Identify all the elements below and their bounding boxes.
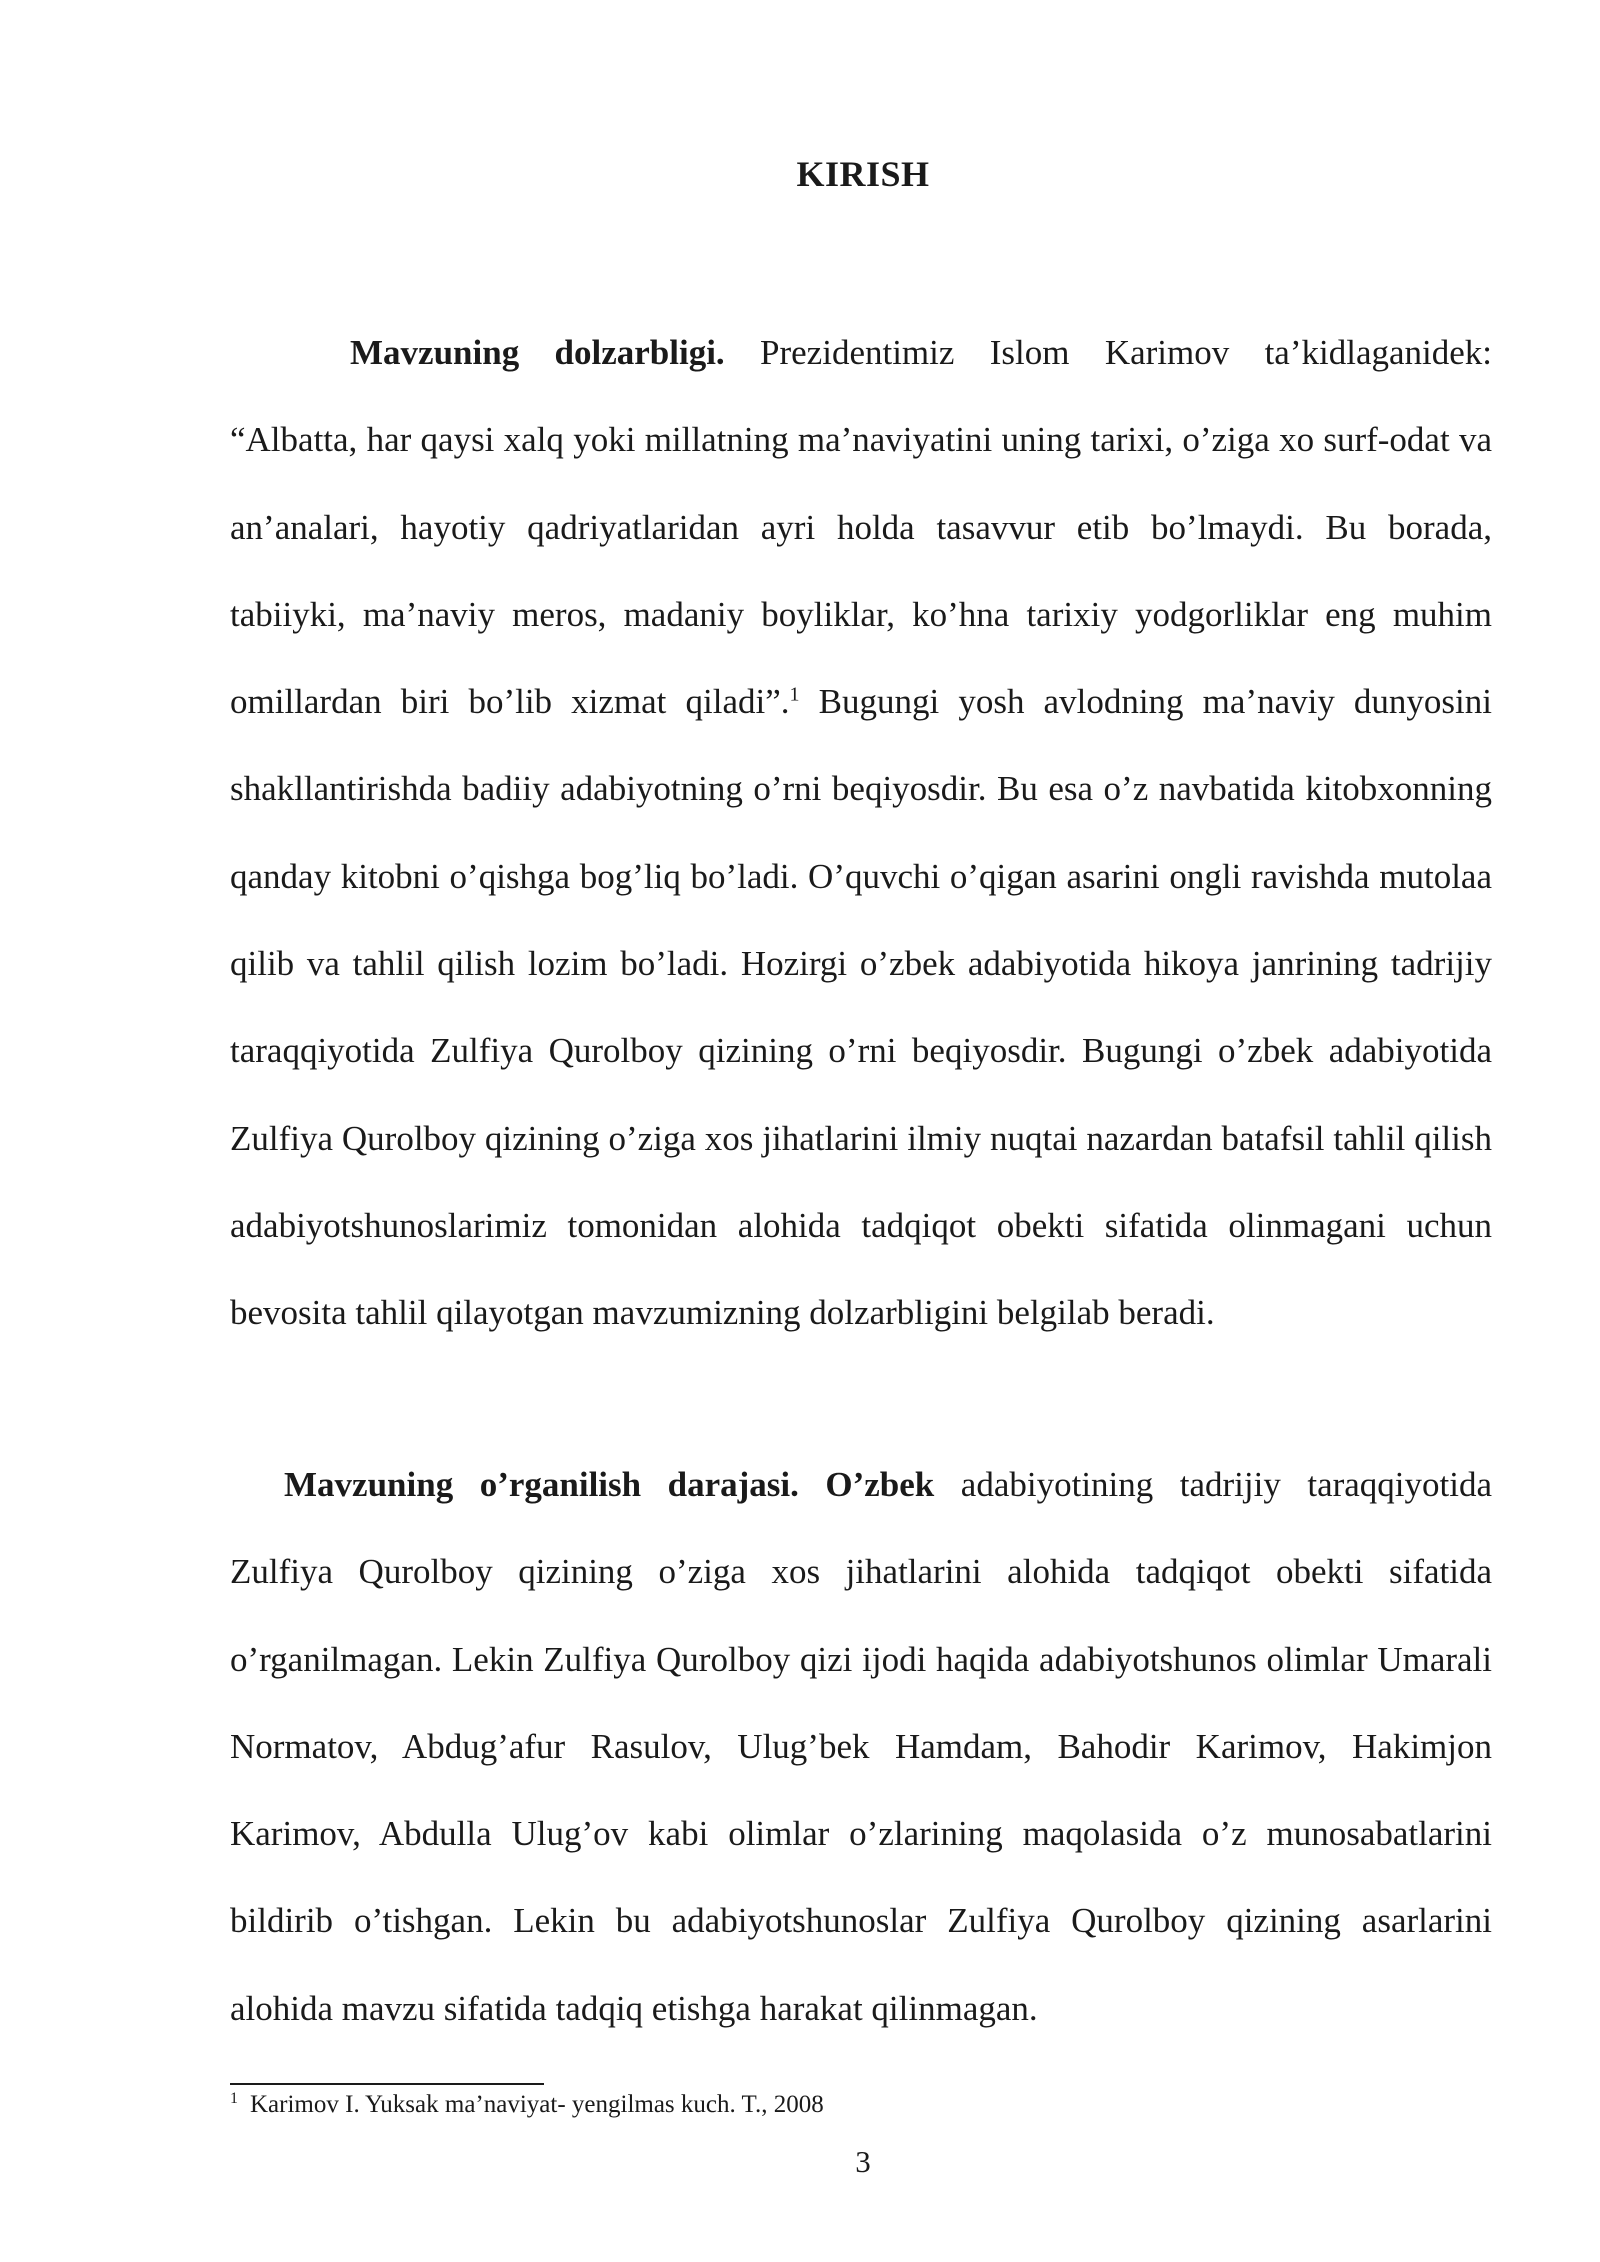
paragraph-bold-lead: O’zbek xyxy=(825,1465,935,1504)
paragraph-study-level xyxy=(230,1441,1492,2052)
footnote-reference[interactable]: 1 xyxy=(789,683,800,706)
page-number: 3 xyxy=(855,2144,871,2179)
paragraph-text: Prezidentimiz Islom Karimov ta’kidlaganidek: “Albatta, har qaysi xalq yoki millatning ma’naviyatini uning tarixi, o’ziga xo surf-odat va an’analari, hayotiy qadriyatlaridan ayri holda tasavvur etib bo’lmaydi. Bu borada, tabiiyki, ma’naviy meros, madaniy boyliklar, ko’hna tarixiy yodgorliklar eng muhim omillardan biri bo’lib xizmat qiladi”. xyxy=(230,333,1492,722)
footnote xyxy=(230,2088,1492,2122)
paragraph-heading: Mavzuning o’rganilish darajasi. xyxy=(284,1465,799,1504)
paragraph-relevance xyxy=(230,309,1492,1357)
page-title: KIRISH xyxy=(796,154,930,194)
paragraph-heading: Mavzuning dolzarbligi. xyxy=(350,333,725,372)
footnote-text: Karimov I. Yuksak ma’naviyat- yengilmas kuch. T., 2008 xyxy=(250,2091,824,2118)
footnote-separator xyxy=(230,2083,544,2085)
paragraph-text: Bugungi yosh avlodning ma’naviy dunyosini shakllantirishda badiiy adabiyotning o’rni beqiyosdir. Bu esa o’z navbatida kitobxonning qanday kitobni o’qishga bog’liq bo’ladi. O’quvchi o’qigan asarini ongli ravishda mutolaa qilib va tahlil qilish lozim bo’ladi. Hozirgi o’zbek adabiyotida hikoya janrining tadrijiy taraqqiyotida Zulfiya Qurolboy qizining o’rni beqiyosdir. Bugungi o’zbek adabiyotida Zulfiya Qurolboy qizining o’ziga xos jihatlarini ilmiy nuqtai nazardan batafsil tahlil qilish adabiyotshunoslarimiz tomonidan alohida tadqiqot obekti sifatida olinmagani uchun bevosita tahlil qilayotgan mavzumizning dolzarbligini belgilab beradi. xyxy=(230,682,1493,1333)
footnote-number: 1 xyxy=(230,2089,238,2107)
paragraph-text: adabiyotining tadrijiy taraqqiyotida Zulfiya Qurolboy qizining o’ziga xos jihatlarini alohida tadqiqot obekti sifatida o’rganilmagan. Lekin Zulfiya Qurolboy qizi ijodi haqida adabiyotshunos olimlar Umarali Normatov, Abdug’afur Rasulov, Ulug’bek Hamdam, Bahodir Karimov, Hakimjon Karimov, Abdulla Ulug’ov kabi olimlar o’zlarining maqolasida o’z munosabatlarini bildirib o’tishgan. Lekin bu adabiyotshunoslar Zulfiya Qurolboy qizining asarlarini alohida mavzu sifatida tadqiq etishga harakat qilinmagan. xyxy=(230,1465,1493,2028)
